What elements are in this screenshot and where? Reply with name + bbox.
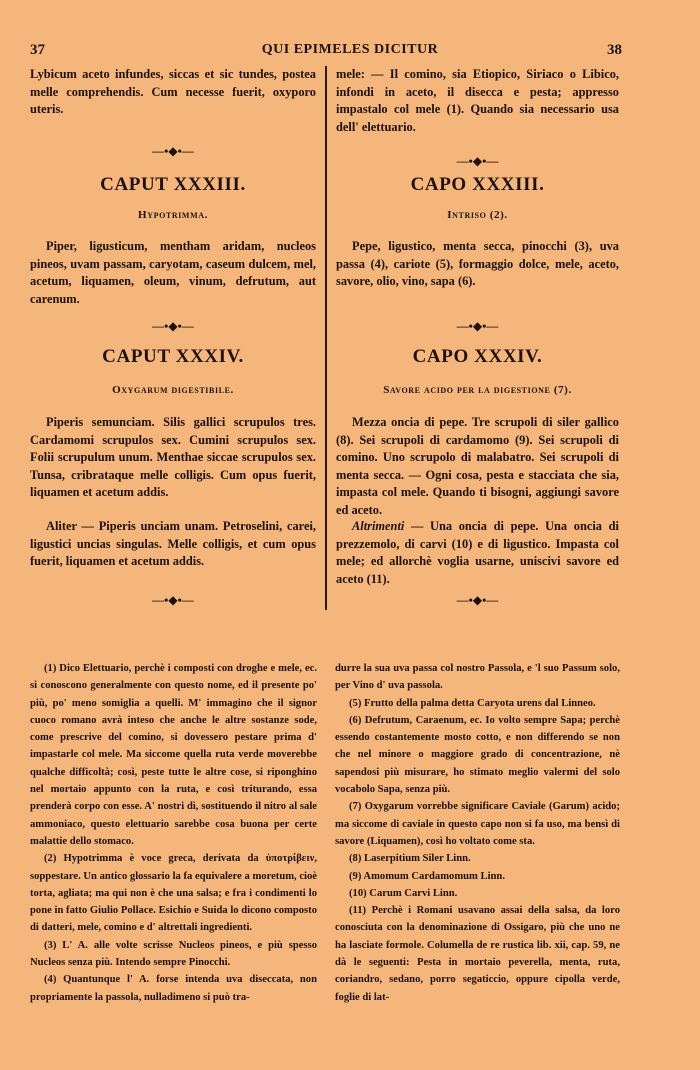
footnote: (6) Defrutum, Caraenum, ec. Io volto sempre Sapa; perchè essendo costantemente mosto cotto, e non differendo se non che nel minore o maggiore grado di concentrazione, nè sapendosi più misurare, ho stimato meglio valermi del solo vocabolo Sapa, senza più.: [335, 714, 620, 796]
page-number-right: 38: [607, 42, 622, 58]
ornament: —•◆•—: [456, 319, 499, 333]
chapter-title: CAPO XXXIV.: [412, 346, 543, 367]
footnotes-left: [30, 660, 317, 1006]
chapter-text: Mezza oncia di pepe. Tre scrupoli di siler gallico (8). Sei scrupoli di cardamomo (9). Sei scrupoli di comino. Uno scrupolo di malabatro. Sei scrupoli di menta secca. — Ogni cosa, pesta e stacciata che sia, impasta col mele. Quando ti bisogni, aggiungi savore ed aceto.: [336, 415, 619, 517]
page-number-left: 37: [30, 42, 45, 58]
footnote: (10) Carum Carvi Linn.: [349, 887, 458, 899]
footnote: (2) Hypotrimma è voce greca, derivata da ὑποτρίβειν, soppestare. Un antico glossario la fa equivalere a moretum, cioè torta, agliata; ma qui non è che una salsa; e fra i condimenti lo pone in fatto Giulio Pollace. Esichio e Suida lo dicono composto di datteri, mele, comino e d' altrettali ingredienti.: [30, 853, 317, 934]
footnote: (5) Frutto della palma detta Caryota urens dal Linneo.: [349, 697, 596, 709]
italian-intro: mele: — Il comino, sia Etiopico, Siriaco o Libico, infondi in aceto, il disecca e pesta; appresso impastalo col mele (1). Quando sia necessario usa dell' elettuario.: [336, 67, 619, 134]
chapter-text: Pepe, ligustico, menta secca, pinocchi (3), uva passa (4), cariote (5), formaggio dolce, mele, aceto, savore, olio, vino, sapa (6).: [336, 239, 619, 288]
ornament: —•◆•—: [152, 593, 194, 607]
chapter-text: Piperis semunciam. Silis gallici scrupulos tres. Cardamomi scrupulos sex. Cumini scrupulos sex. Folii scrupulum unum. Menthae siccae scrupulos sex. Tunsa, cribrataque melle colligis. Cum opus fuerit, liquamen et acetum addis.: [30, 415, 316, 499]
ornament: —•◆•—: [152, 319, 194, 333]
footnotes-right: [335, 660, 620, 1006]
ornament: —•◆•—: [456, 154, 499, 168]
running-title: QUI EPIMELES DICITUR: [261, 42, 439, 57]
footnote: (1) Dico Elettuario, perchè i composti con droghe e mele, ec. si conoscono generalmente con questo nome, ed il presente po' più, po' meno somiglia a quelli. M' immagino che il signor cuoco romano avrà inteso che anche le altre sostanze sode, come prescrive del comino, si dovessero pestare prima d' impastarle col mele. Ma siccome quella ruta verde moverebbe qualche difficoltà; così, peste tutte le altre cose, si riponghino nel mortaio appunto con la ruta, e così triturando, essa prenderà corpo con esse. A' nostri dì, sostituendo il nitro al sale ammoniaco, questo elettuario sarebbe cosa buona per certe malattie dello stomaco.: [30, 663, 317, 847]
chapter-subtitle: Hypotrimma.: [138, 209, 208, 221]
ornament: —•◆•—: [456, 593, 499, 607]
chapter-subtitle: Savore acido per la digestione (7).: [383, 384, 572, 396]
footnote: (9) Amomum Cardamomum Linn.: [349, 870, 505, 882]
chapter-title: CAPO XXXIII.: [410, 174, 545, 195]
footnote: durre la sua uva passa col nostro Passola, e 'l suo Passum solo, per Vino d' uva passola.: [335, 663, 620, 692]
footnote: (3) L' A. alle volte scrisse Nucleos pineos, e più spesso Nucleos senza più. Intendo sempre Pinocchi.: [30, 939, 317, 969]
footnote: (8) Laserpitium Siler Linn.: [349, 853, 471, 865]
chapter-text: Piper, ligusticum, mentham aridam, nucleos pineos, uvam passam, caryotam, caseum dulcem, mel, acetum, liquamen, oleum, vinum, defrutum, aut carenum.: [30, 239, 316, 306]
ornament: —•◆•—: [152, 144, 194, 158]
column-divider: [325, 66, 327, 610]
italic-word: Altrimenti: [352, 519, 405, 533]
latin-intro: Lybicum aceto infundes, siccas et sic tundes, postea melle comprehendis. Cum necesse fuerit, oxyporo uteris.: [30, 67, 316, 116]
chapter-subtitle: Intriso (2).: [447, 209, 508, 221]
chapter-subtitle: Oxygarum digestibile.: [112, 384, 234, 396]
chapter-text: Aliter — Piperis unciam unam. Petroselini, carei, ligustici uncias singulas. Melle colligis, et cum opus fuerit, liquamen et acetum addis.: [30, 519, 316, 568]
chapter-title: CAPUT XXXIII.: [100, 174, 246, 195]
footnote: (7) Oxygarum vorrebbe significare Caviale (Garum) acido; ma siccome di caviale in questo capo non si fa uso, ma bensì di savore (Liquamen), così ho voltato come sta.: [335, 801, 620, 847]
footnote: (4) Quantunque l' A. forse intenda uva diseccata, non propriamente la passola, nulladimeno si può tra-: [30, 974, 317, 1003]
chapter-text-cont: — Una oncia di pepe. Una oncia di prezzemolo, di carvi (10) e di ligustico. Impasta col mele; ed allorchè voglia usarne, uniscivi savore ed aceto (11).: [336, 519, 619, 586]
footnote: (11) Perchè i Romani usavano assai della salsa, da loro conosciuta con la denominazione di Ossigaro, più che uno ne ha lasciate formole. Columella de re rustica lib. xii, cap. 59, ne dà le seguenti: Pesta in mortaio peverella, menta, ruta, coriandro, sedano, porro segaticcio, oppure cipolla verde, foglie di lat-: [335, 905, 620, 1003]
chapter-title: CAPUT XXXIV.: [102, 346, 244, 367]
chapter-text: [336, 518, 619, 588]
